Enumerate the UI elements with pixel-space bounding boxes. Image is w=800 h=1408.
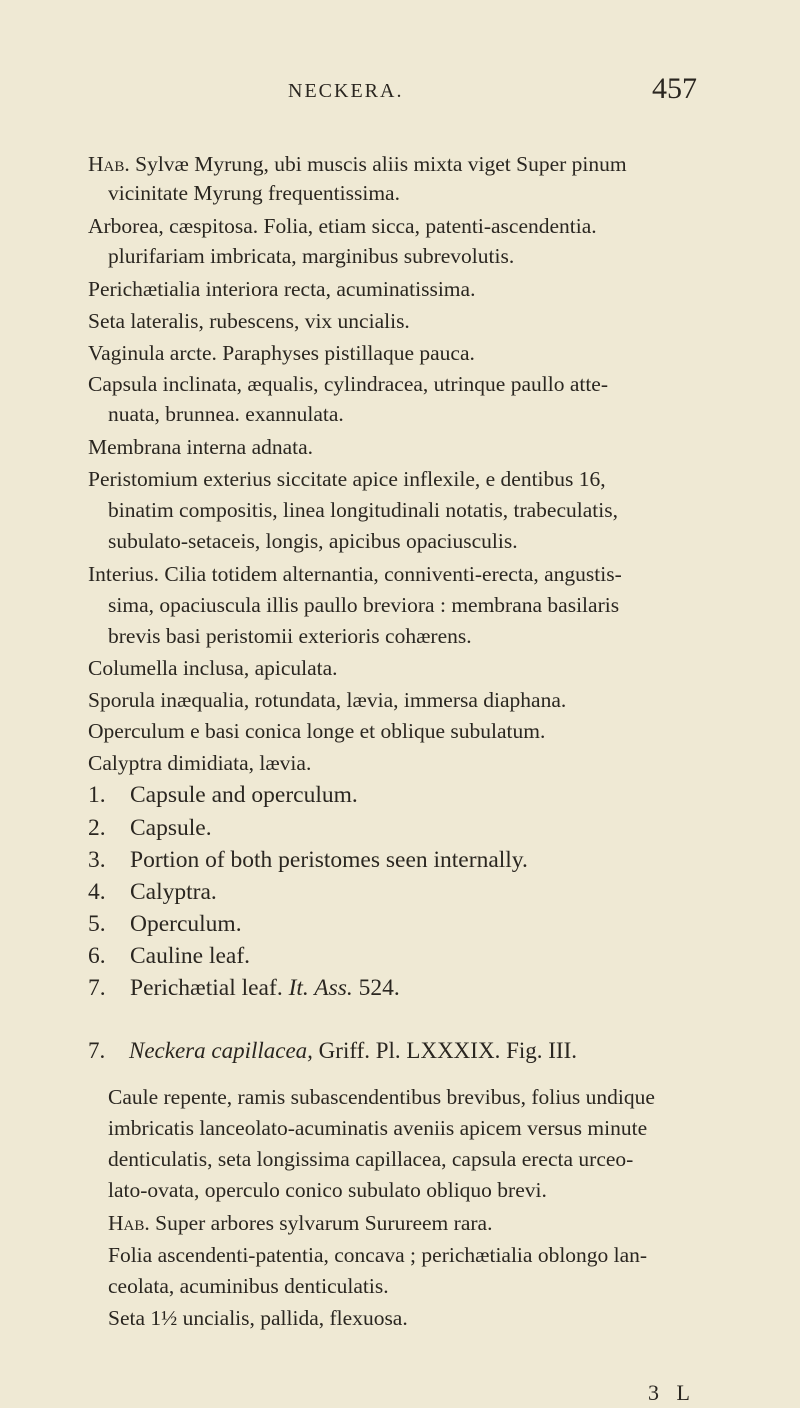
species-heading	[88, 1039, 577, 1062]
text-line: binatim compositis, linea longitudinali notatis, trabeculatis,	[108, 498, 618, 522]
text-line: denticulatis, seta longissima capillacea, capsula erecta urceo-	[108, 1147, 634, 1171]
species-number: 7.	[88, 1038, 106, 1063]
text-line: nuata, brunnea. exannulata.	[108, 402, 344, 426]
text-line: Operculum e basi conica longe et oblique subulatum.	[88, 719, 546, 743]
species-citation: Griff. Pl. LXXXIX. Fig. III.	[312, 1038, 577, 1063]
text-line: Perichætialia interiora recta, acuminatissima.	[88, 277, 476, 301]
signature-mark: 3 L	[648, 1380, 696, 1405]
reference-abbrev: It. Ass.	[288, 975, 353, 1001]
text-line: Arborea, cæspitosa. Folia, etiam sicca, patenti-ascendentia.	[88, 214, 597, 238]
text-line: Calyptra dimidiata, lævia.	[88, 751, 312, 775]
text-line: Folia ascendenti-patentia, concava ; perichætialia oblongo lan-	[108, 1243, 648, 1267]
text-line: Capsula inclinata, æqualis, cylindracea, utrinque paullo atte-	[88, 372, 609, 396]
text-line: Hab. Sylvæ Myrung, ubi muscis aliis mixta viget Super pinum	[88, 152, 627, 176]
book-page: NECKERA. 457 Hab. Sylvæ Myrung, ubi muscis aliis mixta viget Super pinum vicinitate Myrung frequentissima. Arborea, cæspitosa. Folia, etiam sicca, patenti-ascendentia. plurifariam imbricata, marginibus subrevolutis. Perichætialia interiora recta, acuminatissima. Seta lateralis, rubescens, vix uncialis. Vaginula arcte. Paraphyses pistillaque pauca. Capsula inclinata, æqualis, cylindracea, utrinque paullo atte- nuata, brunnea. exannulata. Membrana interna adnata. Peristomium exterius siccitate apice inflexile, e dentibus 16, binatim compositis, linea longitudinali notatis, trabeculatis, subulato-setaceis, longis, apicibus opaciusculis. Interius. Cilia totidem alternantia, conniventi-erecta, angustis- sima, opaciuscula illis paullo breviora : membrana basilaris brevis basi peristomii exterioris cohærens. Columella inclusa, apiculata. Sporula inæqualia, rotundata, lævia, immersa diaphana. Operculum e basi conica longe et oblique subulatum. Calyptra dimidiata, lævia. 1. Capsule and operculum. 2. Capsule. 3. Portion of both peristomes seen internally. 4. Calyptra. 5. Operculum. 6. Cauline leaf. 7. Perichætial leaf. It. Ass. 524. 7. Neckera capillacea, Griff. Pl. LXXXIX. Fig. III. Caule repente, ramis subascendentibus brevibus, folius undique imbricatis lanceolato-acuminatis aveniis apicem versus minute denticulatis, seta longissima capillacea, capsula erecta urceo- lato-ovata, operculo conico subulato obliquo brevi. Hab. Super arbores sylvarum Surureem rara. Folia ascendenti-patentia, concava ; perichætialia oblongo lan- ceolata, acuminibus denticulatis. Seta 1½ uncialis, pallida, flexuosa. 3 L	[88, 72, 697, 1405]
text-line: Sporula inæqualia, rotundata, lævia, immersa diaphana.	[88, 688, 567, 712]
text-line: Vaginula arcte. Paraphyses pistillaque pauca.	[88, 341, 475, 365]
text-line: Seta 1½ uncialis, pallida, flexuosa.	[108, 1306, 408, 1330]
species-name: Neckera capillacea,	[129, 1038, 313, 1063]
text-line: Seta lateralis, rubescens, vix uncialis.	[88, 309, 410, 333]
text-line: imbricatis lanceolato-acuminatis aveniis apicem versus minute	[108, 1116, 648, 1140]
text-line: ceolata, acuminibus denticulatis.	[108, 1274, 389, 1298]
text-line: lato-ovata, operculo conico subulato obliquo brevi.	[108, 1178, 547, 1202]
text-line: Caule repente, ramis subascendentibus brevibus, folius undique	[108, 1085, 655, 1109]
text-line: vicinitate Myrung frequentissima.	[108, 181, 400, 205]
text-line: sima, opaciuscula illis paullo breviora : membrana basilaris	[108, 593, 620, 617]
text-line: subulato-setaceis, longis, apicibus opaciusculis.	[108, 529, 518, 553]
running-head: NECKERA.	[288, 80, 404, 102]
text-line: plurifariam imbricata, marginibus subrevolutis.	[108, 244, 515, 268]
text-line: Membrana interna adnata.	[88, 435, 314, 459]
text-line: Peristomium exterius siccitate apice inflexile, e dentibus 16,	[88, 467, 606, 491]
text-line: Interius. Cilia totidem alternantia, conniventi-erecta, angustis-	[88, 562, 622, 586]
text-line: Columella inclusa, apiculata.	[88, 656, 338, 680]
text-line: Hab. Super arbores sylvarum Surureem rara.	[108, 1211, 493, 1235]
text-line: brevis basi peristomii exterioris cohærens.	[108, 624, 472, 648]
page-number: 457	[652, 72, 697, 105]
